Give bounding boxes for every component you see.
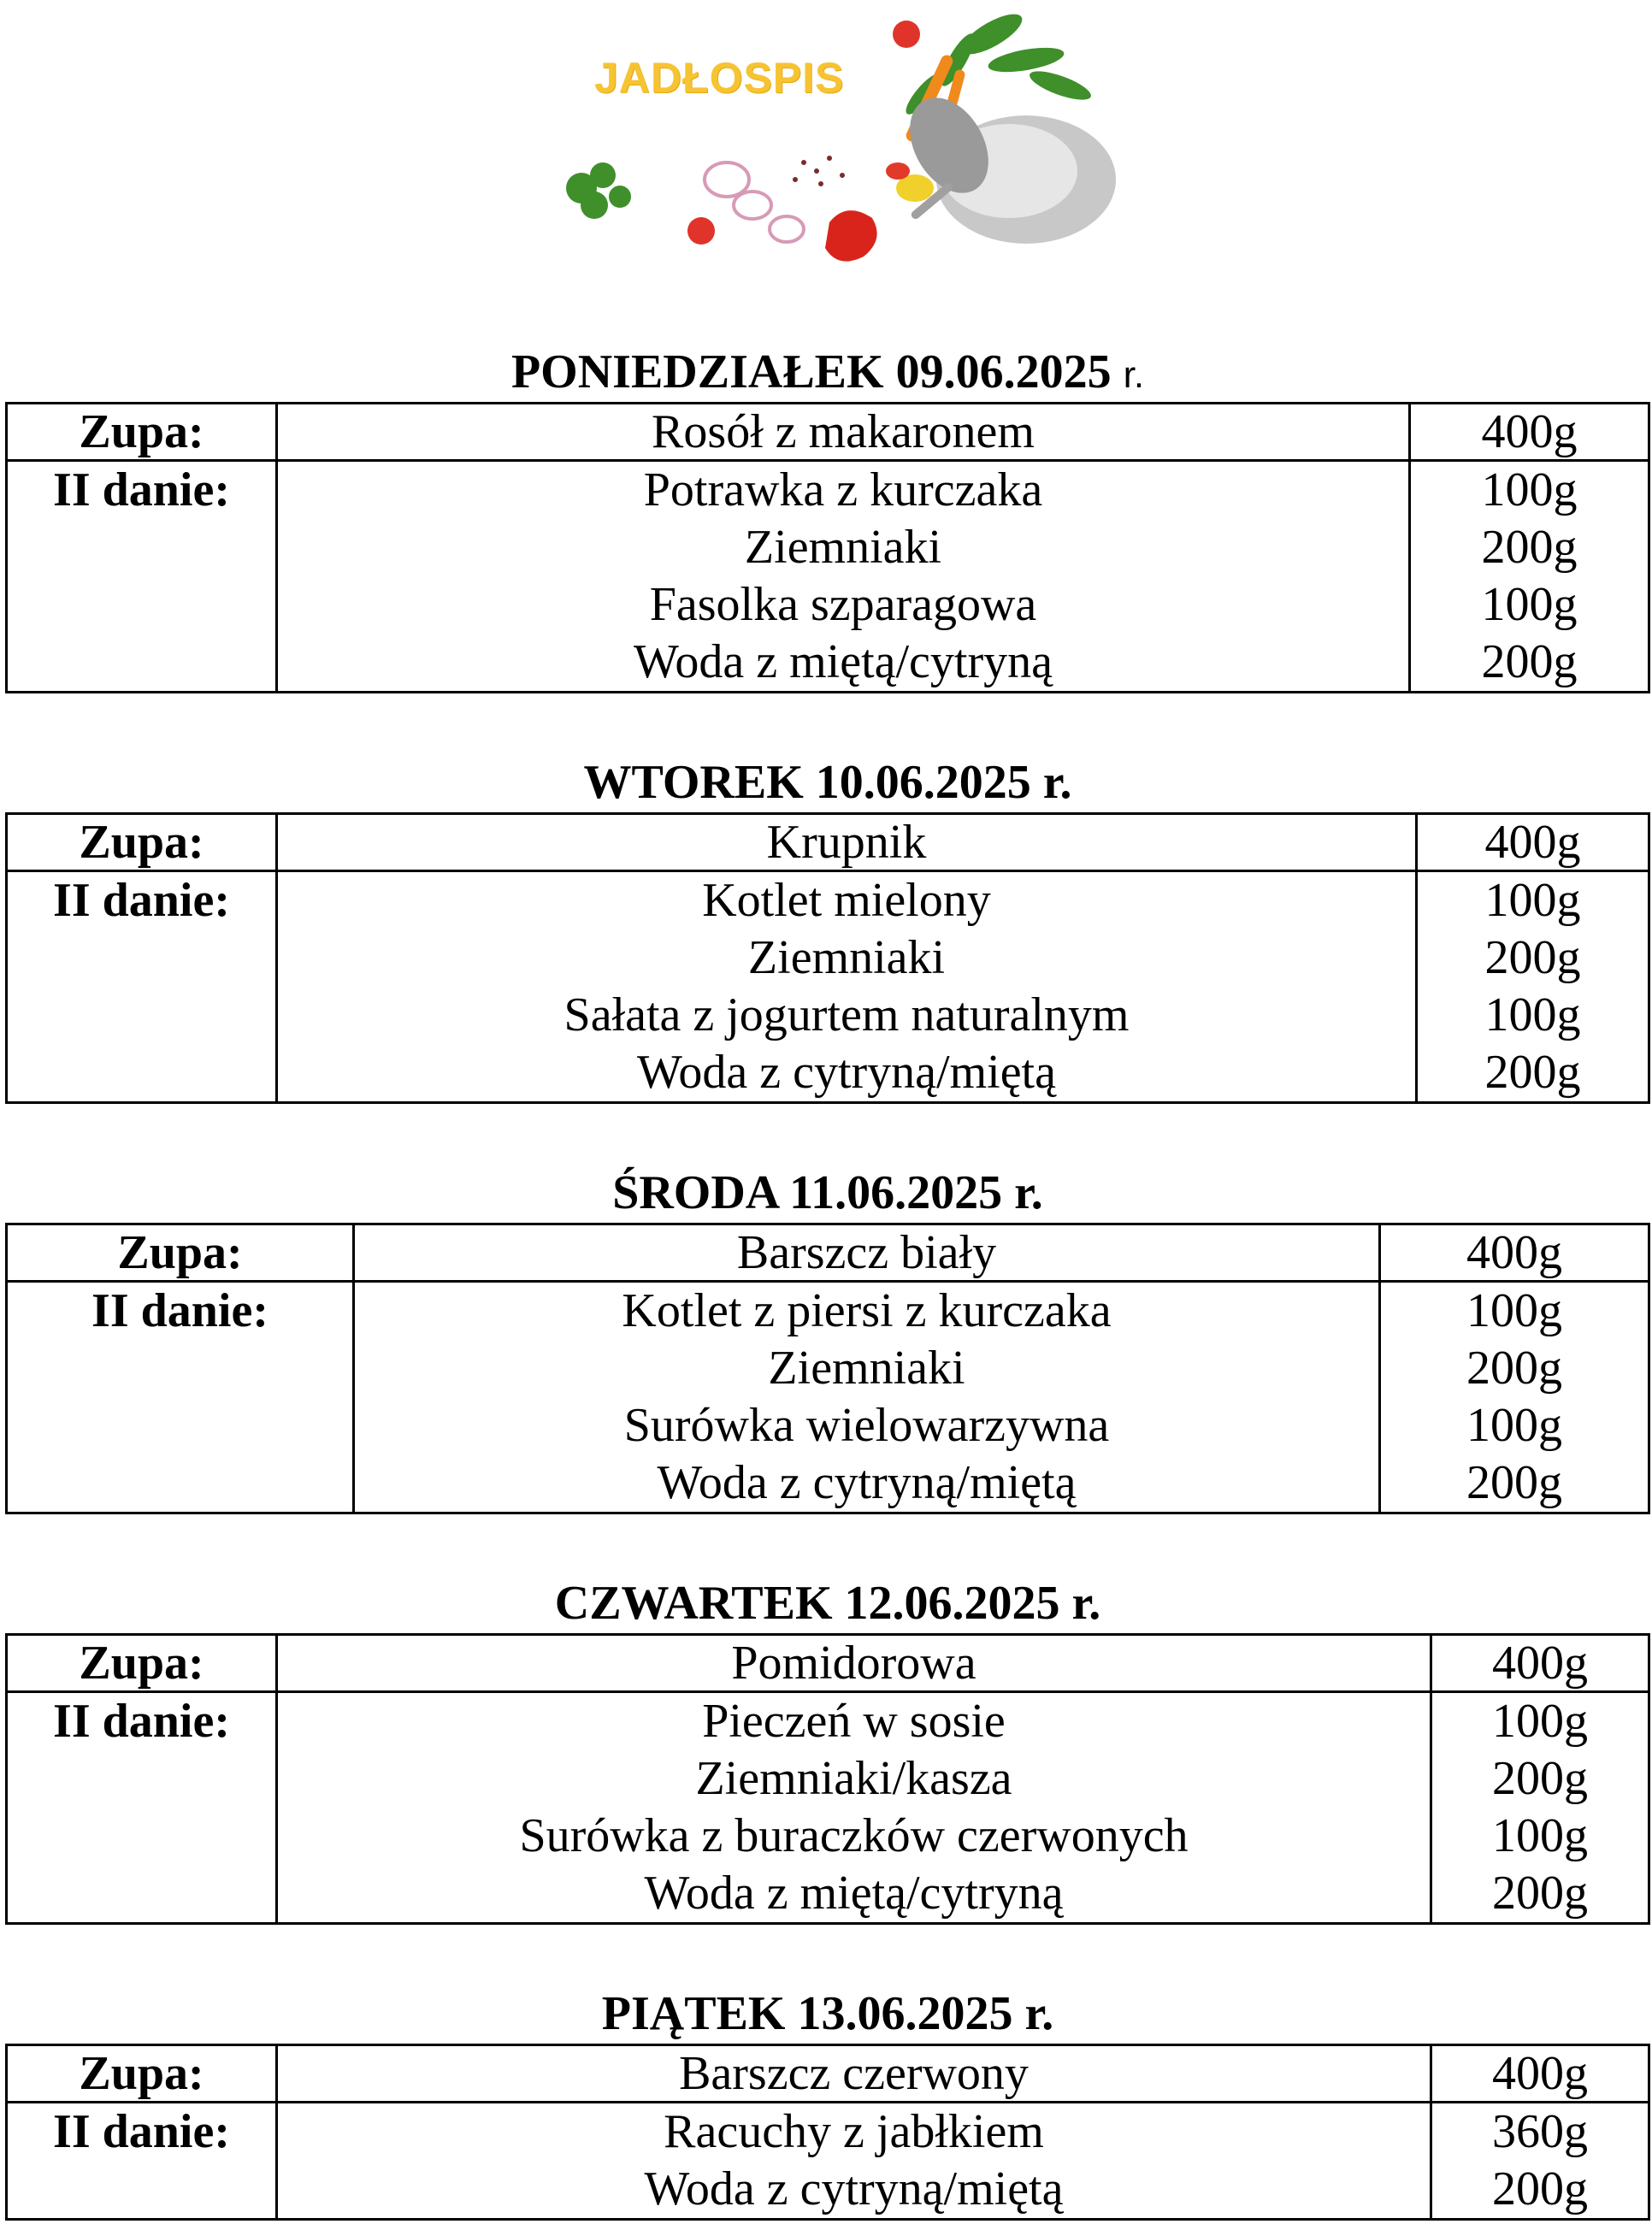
dish-item: Surówka wielowarzywna <box>623 1399 1110 1452</box>
header-illustration <box>547 0 1129 299</box>
dish-item: Ziemniaki/kasza <box>695 1752 1012 1805</box>
dish-item: Woda z miętą/cytryną <box>634 635 1053 688</box>
dish-item: Kotlet z piersi z kurczaka <box>622 1284 1112 1337</box>
main-course-label: II danie: <box>7 871 277 1103</box>
day-block-friday <box>5 1984 1650 2221</box>
qty-item: 100g <box>1466 1399 1562 1452</box>
menu-table <box>5 1223 1650 1514</box>
dish-item: Ziemniaki <box>747 931 946 984</box>
qty-item: 200g <box>1481 635 1578 688</box>
day-block-thursday <box>5 1573 1650 1925</box>
qty-item: 200g <box>1492 1752 1588 1805</box>
main-course-row <box>7 1692 1649 1924</box>
dish-item: Woda z cytryną/miętą <box>657 1456 1077 1509</box>
soup-qty: 400g <box>1380 1224 1649 1282</box>
dish-item: Pieczeń w sosie <box>702 1695 1006 1748</box>
qty-item: 200g <box>1481 521 1578 574</box>
main-course-row <box>7 2103 1649 2220</box>
main-course-quantities <box>1410 461 1649 693</box>
soup-row <box>7 814 1649 871</box>
soup-label: Zupa: <box>7 1635 277 1692</box>
soup-qty: 400g <box>1431 1635 1649 1692</box>
dish-item: Woda z cytryną/miętą <box>644 2162 1064 2215</box>
main-course-dishes <box>277 461 1410 693</box>
main-course-label: II danie: <box>7 1692 277 1924</box>
main-course-row <box>7 461 1649 693</box>
main-course-dishes <box>277 1692 1431 1924</box>
main-course-dishes <box>277 2103 1431 2220</box>
dish-item: Fasolka szparagowa <box>649 578 1037 631</box>
main-course-quantities <box>1417 871 1649 1103</box>
main-course-row <box>7 1282 1649 1513</box>
main-course-quantities <box>1431 2103 1649 2220</box>
qty-item: 200g <box>1484 1046 1581 1099</box>
menu-table <box>5 402 1650 693</box>
qty-item: 100g <box>1481 578 1578 631</box>
main-course-quantities <box>1380 1282 1649 1513</box>
dish-item: Sałata z jogurtem naturalnym <box>563 988 1130 1041</box>
main-course-row <box>7 871 1649 1103</box>
qty-item: 200g <box>1466 1342 1562 1395</box>
main-course-quantities <box>1431 1692 1649 1924</box>
qty-item: 100g <box>1484 874 1581 927</box>
soup-label: Zupa: <box>7 404 277 461</box>
vegetables-pot-icon <box>547 0 1129 299</box>
soup-label: Zupa: <box>7 814 277 871</box>
soup-dish: Barszcz biały <box>354 1224 1380 1282</box>
dish-item: Racuchy z jabłkiem <box>664 2105 1044 2158</box>
main-course-label: II danie: <box>7 461 277 693</box>
qty-item: 100g <box>1492 1809 1588 1862</box>
main-course-dishes <box>354 1282 1380 1513</box>
logo-title: JADŁOSPIS <box>594 54 845 102</box>
soup-row <box>7 404 1649 461</box>
soup-dish: Pomidorowa <box>277 1635 1431 1692</box>
qty-item: 100g <box>1484 988 1581 1041</box>
qty-item: 200g <box>1492 1867 1588 1920</box>
qty-item: 200g <box>1492 2162 1588 2215</box>
day-block-monday <box>5 342 1650 693</box>
menu-table <box>5 2044 1650 2221</box>
day-title: ŚRODA 11.06.2025 r. <box>612 1166 1043 1219</box>
qty-item: 100g <box>1492 1695 1588 1748</box>
soup-qty: 400g <box>1417 814 1649 871</box>
qty-item: 200g <box>1484 931 1581 984</box>
day-title: PONIEDZIAŁEK 09.06.2025 r. <box>510 345 1145 398</box>
soup-qty: 400g <box>1410 404 1649 461</box>
soup-label: Zupa: <box>7 1224 354 1282</box>
dish-item: Ziemniaki <box>744 521 942 574</box>
soup-row <box>7 1635 1649 1692</box>
day-title: PIĄTEK 13.06.2025 r. <box>601 1987 1054 2040</box>
main-course-label: II danie: <box>7 2103 277 2220</box>
dish-item: Potrawka z kurczaka <box>643 463 1043 516</box>
soup-dish: Barszcz czerwony <box>277 2045 1431 2103</box>
day-title: WTOREK 10.06.2025 r. <box>583 756 1072 809</box>
dish-item: Woda z cytryną/miętą <box>637 1046 1056 1099</box>
soup-row <box>7 2045 1649 2103</box>
dish-item: Surówka z buraczków czerwonych <box>519 1809 1189 1862</box>
main-course-dishes <box>277 871 1417 1103</box>
qty-item: 100g <box>1466 1284 1562 1337</box>
dish-item: Ziemniaki <box>768 1342 965 1395</box>
qty-item: 360g <box>1492 2105 1588 2158</box>
dish-item: Woda z miętą/cytryną <box>644 1867 1064 1920</box>
soup-label: Zupa: <box>7 2045 277 2103</box>
main-course-label: II danie: <box>7 1282 354 1513</box>
soup-qty: 400g <box>1431 2045 1649 2103</box>
soup-dish: Krupnik <box>277 814 1417 871</box>
soup-dish: Rosół z makaronem <box>277 404 1410 461</box>
day-block-tuesday <box>5 752 1650 1104</box>
menu-table <box>5 812 1650 1104</box>
qty-item: 200g <box>1466 1456 1562 1509</box>
dish-item: Kotlet mielony <box>702 874 991 927</box>
day-block-wednesday <box>5 1163 1650 1514</box>
soup-row <box>7 1224 1649 1282</box>
qty-item: 100g <box>1481 463 1578 516</box>
day-title: CZWARTEK 12.06.2025 r. <box>554 1577 1101 1630</box>
menu-table <box>5 1633 1650 1925</box>
